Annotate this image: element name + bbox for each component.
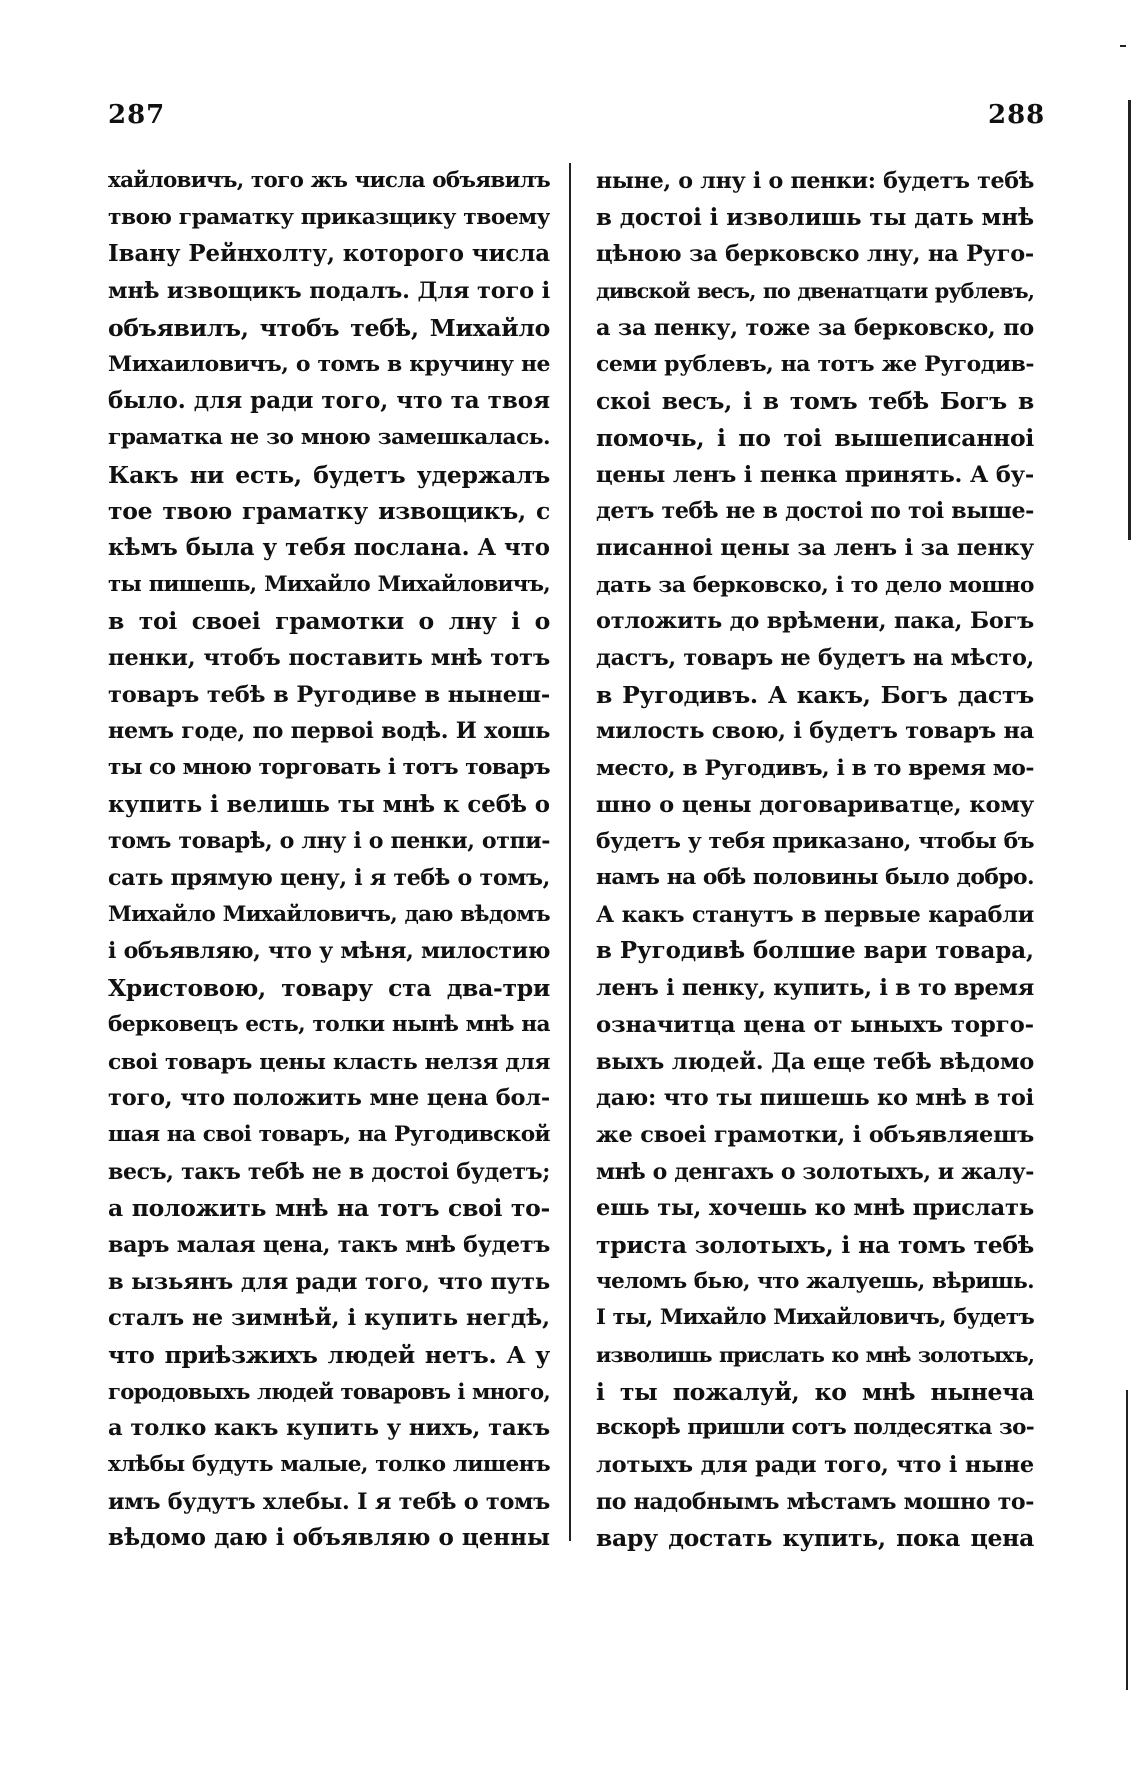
text-line: мнѣ извощикъ подалъ. Для того і xyxy=(108,278,550,305)
text-line: берковецъ есть, толки нынѣ мнѣ на xyxy=(108,1011,550,1037)
text-line: а положить мнѣ на тотъ своі то- xyxy=(108,1194,550,1223)
text-line: милость свою, і будетъ товаръ на xyxy=(596,718,1034,745)
text-line: немъ годе, по первоі водѣ. И хошь xyxy=(108,718,550,745)
text-line: Какъ ни есть, будетъ удержалъ xyxy=(108,460,550,489)
text-line: сать прямую цену, і я тебѣ о томъ, xyxy=(108,865,550,892)
text-line: а толко какъ купить у нихъ, такъ xyxy=(108,1415,550,1442)
text-line: место, в Ругодивъ, і в то время мо- xyxy=(596,755,1034,781)
page-edge-mark xyxy=(1126,1390,1128,1690)
text-line: ленъ і пенку, купить, і в то время xyxy=(596,975,1034,1002)
text-line: цѣною за берковско лну, на Руго- xyxy=(596,241,1034,268)
text-line: детъ тебѣ не в достоі по тоі выше- xyxy=(596,498,1034,525)
text-line: і объявляю, что у мѣня, милостию xyxy=(108,938,550,965)
right-page-number: 288 xyxy=(988,100,1046,130)
text-line: того, что положить мне цена бол- xyxy=(108,1085,550,1112)
text-line: і ты пожалуй, ко мнѣ нынеча xyxy=(596,1377,1034,1406)
text-line: вскорѣ пришли сотъ полдесятка зо- xyxy=(596,1415,1034,1441)
text-line: цены ленъ і пенка принять. А бу- xyxy=(596,461,1034,488)
text-line: вару достать купить, пока цена xyxy=(596,1524,1034,1553)
text-line: будетъ у тебя приказано, чтобы бъ xyxy=(596,828,1034,855)
text-line: ешь ты, хочешь ко мнѣ прислать xyxy=(596,1195,1034,1222)
text-line: мнѣ о денгахъ о золотыхъ, и жалу- xyxy=(596,1158,1034,1185)
text-line: Івану Рейнхолту, которого числа xyxy=(108,241,550,268)
text-line: Христовою, товару ста два-три xyxy=(108,974,550,1003)
text-line: означитца цена от ыныхъ торго- xyxy=(596,1011,1034,1038)
text-line: дать за берковско, і то дело мошно xyxy=(596,571,1034,598)
text-line: в ызьянъ для ради того, что путь xyxy=(108,1268,550,1295)
text-line: варъ малая цена, такъ мнѣ будетъ xyxy=(108,1231,550,1258)
text-line: своі товаръ цены класть нелзя для xyxy=(108,1048,550,1075)
text-line: шая на своі товаръ, на Ругодивской xyxy=(108,1121,550,1147)
text-line: тое твою граматку извощикъ, с xyxy=(108,497,550,526)
text-line: весъ, такъ тебѣ не в достоі будетъ; xyxy=(108,1158,550,1185)
text-line: хлѣбы будуть малые, толко лишенъ xyxy=(108,1452,550,1478)
text-line: ты со мною торговать і тотъ товаръ xyxy=(108,755,550,780)
text-line: что приѣзжихъ людей нетъ. А у xyxy=(108,1341,550,1369)
text-line: в Ругодивѣ болшие вари товара, xyxy=(596,937,1034,965)
text-line: намъ на обѣ половины было добро. xyxy=(596,865,1034,891)
text-line: шно о цены договариватце, кому xyxy=(596,791,1034,818)
text-line: А какъ станутъ в первые карабли xyxy=(596,901,1034,928)
left-page-number: 287 xyxy=(108,100,166,130)
text-line: лотыхъ для ради того, что і ныне xyxy=(596,1452,1034,1479)
text-line: в Ругодивъ. А какъ, Богъ дастъ xyxy=(596,680,1034,709)
text-line: челомъ бью, что жалуешь, вѣришь. xyxy=(596,1268,1034,1294)
text-line: в тоі своеі грамотки о лну і о xyxy=(108,607,550,636)
text-line: в достоі і изволишь ты дать мнѣ xyxy=(596,204,1034,231)
page-edge-mark xyxy=(1128,100,1131,540)
text-line: сталъ не зимнѣй, і купить негдѣ, xyxy=(108,1305,550,1332)
text-line: даю: что ты пишешь ко мнѣ в тоі xyxy=(596,1085,1034,1112)
right-text-column xyxy=(596,163,1034,1557)
page-edge-mark xyxy=(1120,45,1126,47)
text-line: I ты, Михайло Михайловичъ, будетъ xyxy=(596,1305,1034,1331)
text-line: объявилъ, чтобъ тебѣ, Михайло xyxy=(108,313,550,342)
text-line: товаръ тебѣ в Ругодиве в нынеш- xyxy=(108,681,550,708)
column-divider-rule xyxy=(569,163,571,1541)
text-line: кѣмъ была у тебя послана. А что xyxy=(108,534,550,561)
text-line: томъ товарѣ, о лну і о пенки, отпи- xyxy=(108,828,550,855)
text-line: семи рублевъ, на тотъ же Ругодив- xyxy=(596,351,1034,378)
text-line: а за пенку, тоже за берковско, по xyxy=(596,314,1034,341)
text-line: было. для ради того, что та твоя xyxy=(108,387,550,415)
text-line: нынe, о лну і о пенки: будетъ тебѣ xyxy=(596,168,1034,194)
text-line: купить і велишь ты мнѣ к себѣ о xyxy=(108,791,550,818)
text-line: вѣдомо даю і объявляю о ценны xyxy=(108,1524,550,1552)
text-line: помочь, і по тоі вышеписанноі xyxy=(596,423,1034,452)
text-line: Михаиловичъ, о томъ в кручину не xyxy=(108,351,550,378)
left-text-column xyxy=(108,163,550,1557)
text-line: же своеі грамотки, і объявляешъ xyxy=(596,1121,1034,1148)
text-line: по надобнымъ мѣстамъ мошно то- xyxy=(596,1488,1034,1515)
text-line: отложить до врѣмени, пака, Богъ xyxy=(596,608,1034,635)
text-line: дастъ, товаръ не будетъ на мѣсто, xyxy=(596,644,1034,671)
text-line: граматка не зо мною замешкалась. xyxy=(108,424,550,450)
text-line: твою граматку приказщику твоему xyxy=(108,204,550,230)
text-line: Михайло Михайловичъ, даю вѣдомъ xyxy=(108,901,550,927)
text-line: писанноі цены за ленъ і за пенку xyxy=(596,534,1034,561)
text-line: триста золотыхъ, і на томъ тебѣ xyxy=(596,1230,1034,1259)
text-line: ты пишешь, Михайло Михайловичъ, xyxy=(108,571,550,597)
text-line: имъ будутъ хлебы. I я тебѣ о томъ xyxy=(108,1488,550,1515)
text-line: изволишь прислать ко мнѣ золотыхъ, xyxy=(596,1343,1034,1367)
text-line: пенки, чтобъ поставить мнѣ тотъ xyxy=(108,644,550,671)
text-line: выхъ людей. Да еще тебѣ вѣдомо xyxy=(596,1048,1034,1075)
text-line: городовыхъ людей товаровъ і много, xyxy=(108,1378,550,1404)
text-line: хайловичъ, того жъ числа объявилъ xyxy=(108,168,550,193)
text-line: дивской весъ, по двенатцати рублевъ, xyxy=(596,279,1034,304)
text-line: скоі весъ, і в томъ тебѣ Богъ в xyxy=(596,387,1034,416)
